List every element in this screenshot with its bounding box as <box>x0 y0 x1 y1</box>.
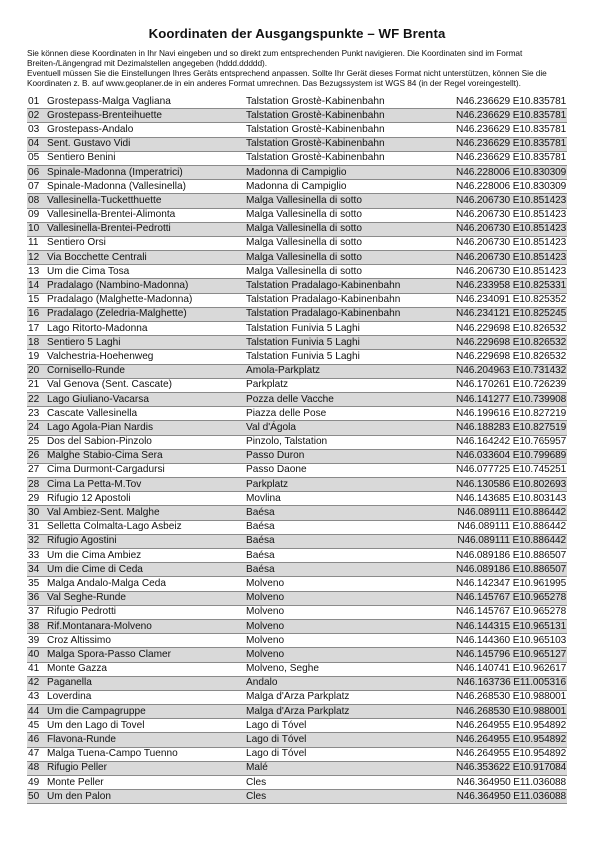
route-number-cell: 41 <box>28 663 40 675</box>
route-name-cell: Val Ambiez-Sent. Malghe <box>47 506 246 520</box>
table-row <box>27 619 567 633</box>
coordinates-cell: N46.089111 E10.886442 <box>456 534 567 548</box>
start-point-cell: Talstation Grostè-Kabinenbahn <box>246 95 385 107</box>
start-point-cell: Malga d'Arza Parkplatz <box>246 691 350 703</box>
table-row <box>27 591 567 605</box>
table-row <box>27 605 567 619</box>
table-row <box>27 790 567 804</box>
intro-paragraph-1: Sie können diese Koordinaten in Ihr Navi eingeben und so direkt zum entsprechenden Punkt navigieren. Die Koordinaten sind im Format Breiten-/Längengrad mit Dezimalstellen angegeben (hddd.ddddd). <box>27 48 523 68</box>
table-row <box>27 676 567 690</box>
route-number-cell: 08 <box>27 194 47 208</box>
route-name-cell: Grostepass-Malga Vagliana <box>47 95 171 107</box>
route-name-cell: Selletta Colmalta-Lago Asbeiz <box>47 521 182 533</box>
coordinates-cell: N46.364950 E11.036088 <box>456 790 567 804</box>
start-point-cell: Val d'Ágola <box>246 421 456 435</box>
start-point-cell: Talstation Grostè-Kabinenbahn <box>246 123 385 135</box>
start-point-cell: Pinzolo, Talstation <box>246 436 328 448</box>
route-name-cell: Malga Spora-Passo Clamer <box>47 648 246 662</box>
start-point-cell: Lago di Tóvel <box>246 748 307 760</box>
route-name-cell: Dos del Sabion-Pinzolo <box>47 436 152 448</box>
coordinates-cell: N46.229698 E10.826532 <box>456 336 567 350</box>
table-row <box>27 747 567 761</box>
route-number-cell: 26 <box>27 449 47 463</box>
route-name-cell: Um die Cima Ambiez <box>47 549 142 561</box>
coordinates-cell: N46.089186 E10.886507 <box>456 549 567 561</box>
table-row <box>27 520 567 534</box>
coordinates-table-body <box>27 95 567 804</box>
route-name-cell: Val Seghe-Runde <box>47 591 246 605</box>
coordinates-cell: N46.364950 E11.036088 <box>456 776 566 788</box>
route-name-cell: Via Bocchette Centrali <box>47 251 246 265</box>
route-name-cell: Val Genova (Sent. Cascate) <box>47 379 172 391</box>
table-row <box>27 350 567 364</box>
table-row <box>27 648 567 662</box>
route-name-cell: Cima Durmont-Cargadursi <box>47 464 165 476</box>
intro-paragraph-2: Eventuell müssen Sie die Einstellungen Ihres Geräts entsprechend anpassen. Sollte Ihr Gerät dieses Format nicht unterstützen, können Sie die Koordinaten z. B. auf www.geoplaner.de in ein anderes Format umrechnen. Das Bezugssystem ist WGS 84 (in der Regel voreingestellt). <box>27 68 547 88</box>
start-point-cell: Àndalo <box>246 676 456 690</box>
route-name-cell: Grostepass-Brenteihuette <box>47 109 246 123</box>
start-point-cell: Baésa <box>246 521 275 533</box>
start-point-cell: Baésa <box>246 549 275 561</box>
route-number-cell: 36 <box>27 591 47 605</box>
table-row <box>27 364 567 378</box>
route-number-cell: 05 <box>28 152 40 164</box>
table-row <box>27 137 567 151</box>
start-point-cell: Madonna di Campiglio <box>246 165 456 179</box>
route-name-cell: Um die Campagruppe <box>47 705 246 719</box>
route-number-cell: 42 <box>27 676 47 690</box>
coordinates-cell: N46.206730 E10.851423 <box>456 222 567 236</box>
route-name-cell: Lago Ritorto-Madonna <box>47 322 148 334</box>
route-number-cell: 49 <box>28 776 40 788</box>
coordinates-table <box>27 95 567 804</box>
route-number-cell: 06 <box>27 165 47 179</box>
route-name-cell: Malghe Stabio-Cima Sera <box>47 449 246 463</box>
table-row <box>27 478 567 492</box>
start-point-cell: Talstation Pradalago-Kabinenbahn <box>246 294 401 306</box>
route-number-cell: 18 <box>27 336 47 350</box>
coordinates-cell: N46.145796 E10.965127 <box>456 648 567 662</box>
route-name-cell: Rifugio 12 Apostoli <box>47 492 131 504</box>
coordinates-cell: N46.236629 E10.835781 <box>456 109 567 123</box>
coordinates-cell: N46.206730 E10.851423 <box>456 251 567 265</box>
route-number-cell: 47 <box>28 748 40 760</box>
start-point-cell: Talstation Pradalago-Kabinenbahn <box>246 279 456 293</box>
table-row <box>27 236 567 250</box>
route-name-cell: Um den Lago di Tovel <box>47 719 145 731</box>
start-point-cell: Malga Vallesinella di sotto <box>246 265 362 277</box>
coordinates-cell: N46.033604 E10.799689 <box>456 449 567 463</box>
route-name-cell: Croz Altissimo <box>47 634 111 646</box>
route-number-cell: 40 <box>27 648 47 662</box>
coordinates-cell: N46.145767 E10.965278 <box>456 591 567 605</box>
start-point-cell: Molveno <box>246 648 456 662</box>
start-point-cell: Passo Duron <box>246 449 456 463</box>
start-point-cell: Molveno <box>246 577 285 589</box>
start-point-cell: Parkplatz <box>246 379 289 391</box>
route-name-cell: Paganella <box>47 676 246 690</box>
table-row <box>27 761 567 775</box>
table-row <box>27 549 567 563</box>
coordinates-cell: N46.228006 E10.830309 <box>456 165 567 179</box>
table-row <box>27 506 567 520</box>
table-row <box>27 336 567 350</box>
table-row <box>27 151 567 165</box>
route-name-cell: Pradalago (Malghette-Madonna) <box>47 294 193 306</box>
route-number-cell: 39 <box>28 634 40 646</box>
coordinates-cell: N46.268530 E10.988001 <box>456 705 567 719</box>
route-name-cell: Sentiero Benini <box>47 152 116 164</box>
route-name-cell: Vallesinella-Brentei-Alimonta <box>47 209 176 221</box>
route-number-cell: 03 <box>28 123 40 135</box>
coordinates-cell: N46.236629 E10.835781 <box>456 95 567 107</box>
start-point-cell: Molveno, Seghe <box>246 663 319 675</box>
table-row <box>27 719 567 733</box>
start-point-cell: Talstation Funivia 5 Laghi <box>246 336 456 350</box>
route-number-cell: 12 <box>27 251 47 265</box>
coordinates-cell: N46.143685 E10.803143 <box>456 492 567 504</box>
route-number-cell: 13 <box>28 265 40 277</box>
start-point-cell: Malé <box>246 761 456 775</box>
start-point-cell: Malga Vallesinella di sotto <box>246 194 456 208</box>
start-point-cell: Talstation Funivia 5 Laghi <box>246 350 360 362</box>
route-number-cell: 22 <box>27 392 47 406</box>
start-point-cell: Cles <box>246 790 456 804</box>
coordinates-cell: N46.140741 E10.962617 <box>456 663 567 675</box>
start-point-cell: Piazza delle Pose <box>246 407 327 419</box>
start-point-cell: Parkplatz <box>246 478 456 492</box>
route-number-cell: 48 <box>27 761 47 775</box>
table-row <box>27 776 567 790</box>
start-point-cell: Baésa <box>246 563 456 577</box>
route-name-cell: Spinale-Madonna (Vallesinella) <box>47 180 186 192</box>
table-row <box>27 378 567 392</box>
start-point-cell: Molveno <box>246 619 456 633</box>
route-number-cell: 31 <box>28 521 40 533</box>
coordinates-cell: N46.233958 E10.825331 <box>456 279 567 293</box>
route-name-cell: Rifugio Agostini <box>47 534 246 548</box>
route-number-cell: 23 <box>28 407 40 419</box>
route-number-cell: 27 <box>28 464 40 476</box>
start-point-cell: Talstation Pradalago-Kabinenbahn <box>246 307 456 321</box>
coordinates-cell: N46.264955 E10.954892 <box>456 719 567 731</box>
start-point-cell: Malga d'Arza Parkplatz <box>246 705 456 719</box>
coordinates-cell: N46.206730 E10.851423 <box>456 209 567 221</box>
start-point-cell: Pozza delle Vacche <box>246 392 456 406</box>
coordinates-cell: N46.268530 E10.988001 <box>456 691 567 703</box>
start-point-cell: Molveno <box>246 634 285 646</box>
start-point-cell: Passo Daone <box>246 464 307 476</box>
coordinates-cell: N46.229698 E10.826532 <box>456 322 567 334</box>
route-name-cell: Malga Andalo-Malga Ceda <box>47 577 166 589</box>
table-row <box>27 407 567 421</box>
start-point-cell: Talstation Grostè-Kabinenbahn <box>246 109 456 123</box>
coordinates-cell: N46.264955 E10.954892 <box>456 748 567 760</box>
start-point-cell: Baésa <box>246 534 456 548</box>
coordinates-cell: N46.089111 E10.886442 <box>457 521 566 533</box>
table-row <box>27 421 567 435</box>
route-name-cell: Spinale-Madonna (Imperatrici) <box>47 165 246 179</box>
route-name-cell: Monte Peller <box>47 776 104 788</box>
route-name-cell: Valchestria-Hoehenweg <box>47 350 154 362</box>
route-name-cell: Cima La Petta-M.Tov <box>47 478 246 492</box>
table-row <box>27 563 567 577</box>
coordinates-cell: N46.077725 E10.745251 <box>456 464 567 476</box>
route-name-cell: Rif.Montanara-Molveno <box>47 619 246 633</box>
route-name-cell: Um die Cima Tosa <box>47 265 130 277</box>
table-row <box>27 463 567 477</box>
start-point-cell: Cles <box>246 776 267 788</box>
route-number-cell: 07 <box>28 180 40 192</box>
coordinates-cell: N46.142347 E10.961995 <box>456 577 567 589</box>
route-number-cell: 28 <box>27 478 47 492</box>
route-number-cell: 10 <box>27 222 47 236</box>
coordinates-cell: N46.353622 E10.917084 <box>456 761 567 775</box>
coordinates-cell: N46.236629 E10.835781 <box>456 137 567 151</box>
route-number-cell: 45 <box>28 719 40 731</box>
table-row <box>27 690 567 704</box>
route-number-cell: 11 <box>28 237 39 249</box>
route-name-cell: Malga Tuena-Campo Tuenno <box>47 748 178 760</box>
route-name-cell: Um die Cime di Ceda <box>47 563 246 577</box>
coordinates-cell: N46.141277 E10.739908 <box>456 392 567 406</box>
intro-text <box>27 48 567 88</box>
route-number-cell: 02 <box>27 109 47 123</box>
route-name-cell: Flavona-Runde <box>47 733 246 747</box>
table-row <box>27 95 567 109</box>
route-number-cell: 33 <box>28 549 40 561</box>
route-number-cell: 19 <box>28 350 40 362</box>
route-name-cell: Lago Giuliano-Vacarsa <box>47 392 246 406</box>
start-point-cell: Talstation Funivia 5 Laghi <box>246 322 360 334</box>
route-number-cell: 37 <box>28 606 40 618</box>
coordinates-cell: N46.164242 E10.765957 <box>456 436 567 448</box>
table-row <box>27 577 567 591</box>
coordinates-cell: N46.188283 E10.827519 <box>456 421 567 435</box>
route-number-cell: 16 <box>27 307 47 321</box>
route-name-cell: Rifugio Peller <box>47 761 246 775</box>
page-title: Koordinaten der Ausgangspunkte – WF Brenta <box>148 26 446 41</box>
table-row <box>27 109 567 123</box>
table-row <box>27 705 567 719</box>
route-name-cell: Sentiero Orsi <box>47 237 106 249</box>
coordinates-cell: N46.236629 E10.835781 <box>456 152 567 164</box>
coordinates-cell: N46.163736 E11.005316 <box>456 676 567 690</box>
coordinates-cell: N46.206730 E10.851423 <box>456 194 567 208</box>
table-row <box>27 251 567 265</box>
coordinates-cell: N46.144360 E10.965103 <box>456 634 567 646</box>
start-point-cell: Malga Vallesinella di sotto <box>246 237 362 249</box>
route-number-cell: 04 <box>27 137 47 151</box>
coordinates-cell: N46.264955 E10.954892 <box>456 733 567 747</box>
route-number-cell: 29 <box>28 492 40 504</box>
route-name-cell: Pradalago (Nambino-Madonna) <box>47 279 246 293</box>
route-name-cell: Vallesinella-Brentei-Pedrotti <box>47 222 246 236</box>
route-name-cell: Um den Palon <box>47 790 246 804</box>
route-name-cell: Grostepass-Andalo <box>47 123 134 135</box>
table-row <box>27 322 567 336</box>
route-name-cell: Cascate Vallesinella <box>47 407 138 419</box>
coordinates-cell: N46.206730 E10.851423 <box>456 265 567 277</box>
start-point-cell: Madonna di Campiglio <box>246 180 347 192</box>
route-number-cell: 38 <box>27 619 47 633</box>
coordinates-cell: N46.234091 E10.825352 <box>456 294 567 306</box>
coordinates-cell: N46.130586 E10.802693 <box>456 478 567 492</box>
start-point-cell: Lago di Tóvel <box>246 719 307 731</box>
route-name-cell: Lago Agola-Pian Nardis <box>47 421 246 435</box>
start-point-cell: Movlina <box>246 492 281 504</box>
start-point-cell: Amola-Parkplatz <box>246 364 456 378</box>
route-number-cell: 15 <box>28 294 40 306</box>
table-row <box>27 265 567 279</box>
route-number-cell: 25 <box>28 436 40 448</box>
start-point-cell: Molveno <box>246 591 456 605</box>
table-row <box>27 307 567 321</box>
table-row <box>27 435 567 449</box>
coordinates-cell: N46.204963 E10.731432 <box>456 364 567 378</box>
table-row <box>27 208 567 222</box>
document-page <box>27 26 567 804</box>
table-row <box>27 634 567 648</box>
start-point-cell: Malga Vallesinella di sotto <box>246 222 456 236</box>
start-point-cell: Lago di Tóvel <box>246 733 456 747</box>
table-row <box>27 222 567 236</box>
route-number-cell: 50 <box>27 790 47 804</box>
start-point-cell: Talstation Grostè-Kabinenbahn <box>246 152 385 164</box>
route-name-cell: Vallesinella-Tucketthuette <box>47 194 246 208</box>
table-row <box>27 279 567 293</box>
route-number-cell: 43 <box>28 691 40 703</box>
coordinates-cell: N46.234121 E10.825245 <box>456 307 567 321</box>
coordinates-cell: N46.228006 E10.830309 <box>456 180 567 192</box>
route-name-cell: Sentiero 5 Laghi <box>47 336 246 350</box>
table-row <box>27 449 567 463</box>
route-number-cell: 17 <box>28 322 40 334</box>
route-name-cell: Monte Gazza <box>47 663 108 675</box>
coordinates-cell: N46.199616 E10.827219 <box>456 407 567 419</box>
route-name-cell: Sent. Gustavo Vidi <box>47 137 246 151</box>
route-number-cell: 09 <box>28 209 40 221</box>
table-row <box>27 194 567 208</box>
start-point-cell: Molveno <box>246 606 285 618</box>
route-number-cell: 20 <box>27 364 47 378</box>
coordinates-cell: N46.144315 E10.965131 <box>456 619 567 633</box>
coordinates-cell: N46.089111 E10.886442 <box>456 506 567 520</box>
coordinates-cell: N46.229698 E10.826532 <box>456 350 567 362</box>
coordinates-cell: N46.089186 E10.886507 <box>456 563 567 577</box>
route-name-cell: Rifugio Pedrotti <box>47 606 117 618</box>
table-row <box>27 534 567 548</box>
route-number-cell: 30 <box>27 506 47 520</box>
route-name-cell: Loverdina <box>47 691 92 703</box>
table-row <box>27 733 567 747</box>
table-row <box>27 180 567 194</box>
start-point-cell: Baésa <box>246 506 456 520</box>
coordinates-cell: N46.145767 E10.965278 <box>456 606 567 618</box>
table-row <box>27 662 567 676</box>
route-number-cell: 35 <box>28 577 40 589</box>
route-number-cell: 14 <box>27 279 47 293</box>
route-number-cell: 01 <box>28 95 40 107</box>
table-row <box>27 123 567 137</box>
table-row <box>27 392 567 406</box>
route-number-cell: 21 <box>28 379 40 391</box>
table-row <box>27 165 567 179</box>
table-row <box>27 293 567 307</box>
route-number-cell: 32 <box>27 534 47 548</box>
coordinates-cell: N46.236629 E10.835781 <box>456 123 567 135</box>
route-number-cell: 24 <box>27 421 47 435</box>
route-number-cell: 46 <box>27 733 47 747</box>
route-number-cell: 44 <box>27 705 47 719</box>
route-number-cell: 34 <box>27 563 47 577</box>
route-name-cell: Cornisello-Runde <box>47 364 246 378</box>
start-point-cell: Malga Vallesinella di sotto <box>246 209 362 221</box>
route-name-cell: Pradalago (Zeledria-Malghette) <box>47 307 246 321</box>
coordinates-cell: N46.170261 E10.726239 <box>456 379 567 391</box>
start-point-cell: Talstation Grostè-Kabinenbahn <box>246 137 456 151</box>
start-point-cell: Malga Vallesinella di sotto <box>246 251 456 265</box>
coordinates-cell: N46.206730 E10.851423 <box>456 237 567 249</box>
table-row <box>27 492 567 506</box>
